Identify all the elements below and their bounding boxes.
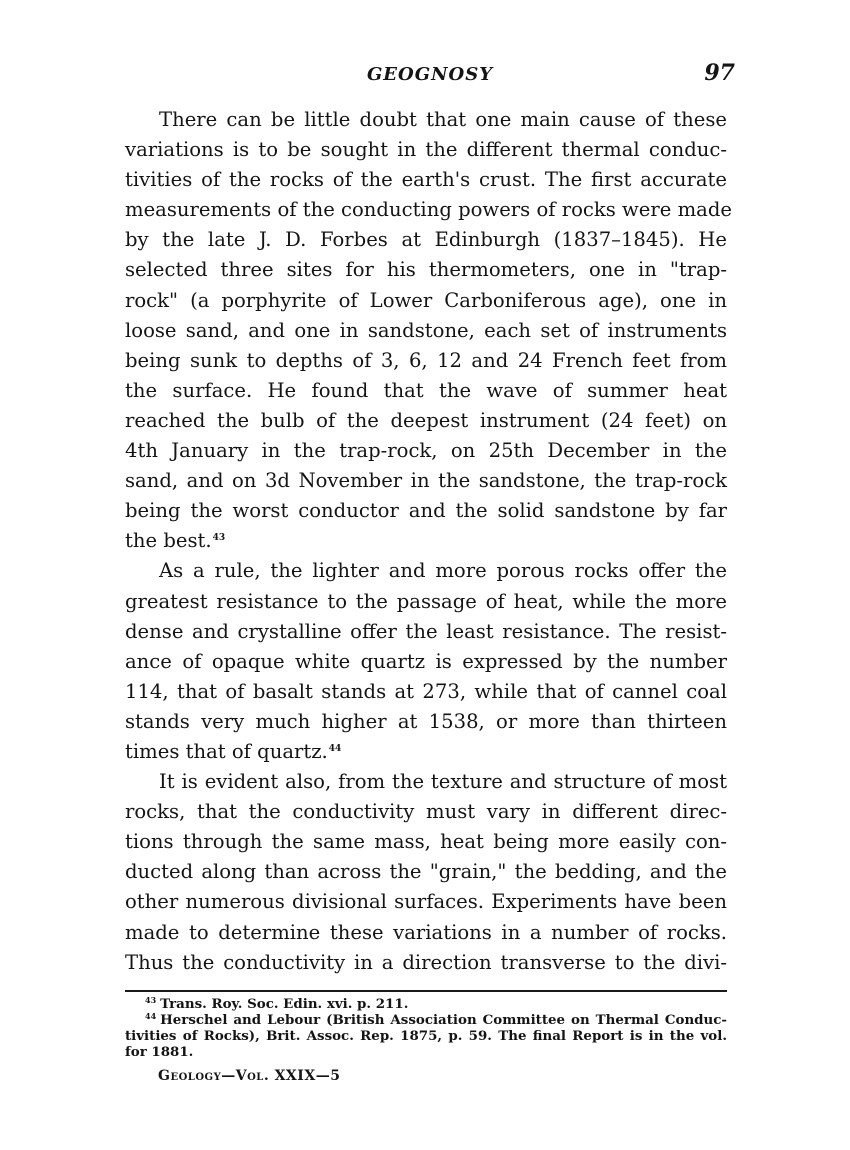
text-line: the surface. He found that the wave of summer heat: [125, 378, 727, 402]
footnote-text: Herschel and Lebour (British Association Committee on Thermal Conduc-: [160, 1012, 727, 1028]
text-line: tivities of the rocks of the earth's crust. The first accurate: [125, 168, 727, 192]
text-line: being sunk to depths of 3, 6, 12 and 24 French feet from: [125, 348, 727, 372]
footnote-divider: [125, 990, 727, 992]
text-line: rocks, that the conductivity must vary in different direc-: [125, 800, 727, 824]
page-header: [125, 60, 735, 90]
text-line-with-footnote: [125, 526, 727, 556]
footnote: [125, 996, 727, 1012]
footnote-number: 43: [145, 995, 157, 1006]
text-line: greatest resistance to the passage of heat, while the more: [125, 589, 727, 613]
text-line: made to determine these variations in a number of rocks.: [125, 920, 727, 944]
text-line: being the worst conductor and the solid sandstone by far: [125, 499, 727, 523]
footnote-reference[interactable]: 43: [212, 533, 226, 544]
text-line: loose sand, and one in sandstone, each set of instruments: [125, 318, 727, 342]
running-title: GEOGNOSY: [366, 64, 494, 85]
text-fragment: the best.: [125, 529, 212, 553]
text-line: other numerous divisional surfaces. Experiments have been: [125, 890, 727, 914]
text-line: by the late J. D. Forbes at Edinburgh (1837–1845). He: [125, 228, 727, 252]
text-line: ance of opaque white quartz is expressed by the number: [125, 649, 727, 673]
text-line: 114, that of basalt stands at 273, while that of cannel coal: [125, 679, 727, 703]
footnote-text: Trans. Roy. Soc. Edin. xvi. p. 211.: [160, 996, 409, 1012]
footnote-reference[interactable]: 44: [328, 743, 342, 754]
text-line: measurements of the conducting powers of rocks were made: [125, 198, 732, 222]
text-line: reached the bulb of the deepest instrument (24 feet) on: [125, 408, 727, 432]
text-line: There can be little doubt that one main cause of these: [159, 108, 727, 131]
text-line-with-footnote: [125, 737, 727, 767]
text-line: variations is to be sought in the different thermal conduc-: [125, 138, 727, 162]
text-line: As a rule, the lighter and more porous rocks offer the: [159, 559, 727, 583]
body-text: [125, 105, 732, 978]
footnote: [125, 1012, 727, 1028]
footnote-continuation: for 1881.: [125, 1044, 194, 1060]
text-line: It is evident also, from the texture and structure of most: [159, 770, 727, 794]
footnotes: [125, 996, 727, 1060]
text-fragment: times that of quartz.: [125, 739, 328, 763]
footnote-continuation: tivities of Rocks), Brit. Assoc. Rep. 1875, p. 59. The final Report is in the vol.: [125, 1028, 727, 1044]
page-number: 97: [704, 60, 735, 86]
text-line: stands very much higher at 1538, or more than thirteen: [125, 709, 727, 733]
text-line: 4th January in the trap-rock, on 25th December in the: [125, 439, 727, 463]
text-line: dense and crystalline offer the least resistance. The resist-: [125, 619, 727, 643]
text-line: sand, and on 3d November in the sandstone, the trap-rock: [125, 469, 727, 493]
printer-signature: Geology—Vol. XXIX—5: [158, 1068, 341, 1084]
text-line: tions through the same mass, heat being more easily con-: [125, 830, 727, 854]
footnote-number: 44: [145, 1011, 157, 1022]
text-line: selected three sites for his thermometers, one in "trap-: [125, 258, 727, 282]
text-line: rock" (a porphyrite of Lower Carboniferous age), one in: [125, 288, 727, 312]
text-line: Thus the conductivity in a direction transverse to the divi-: [125, 950, 727, 974]
text-line: ducted along than across the "grain," the bedding, and the: [125, 860, 727, 884]
